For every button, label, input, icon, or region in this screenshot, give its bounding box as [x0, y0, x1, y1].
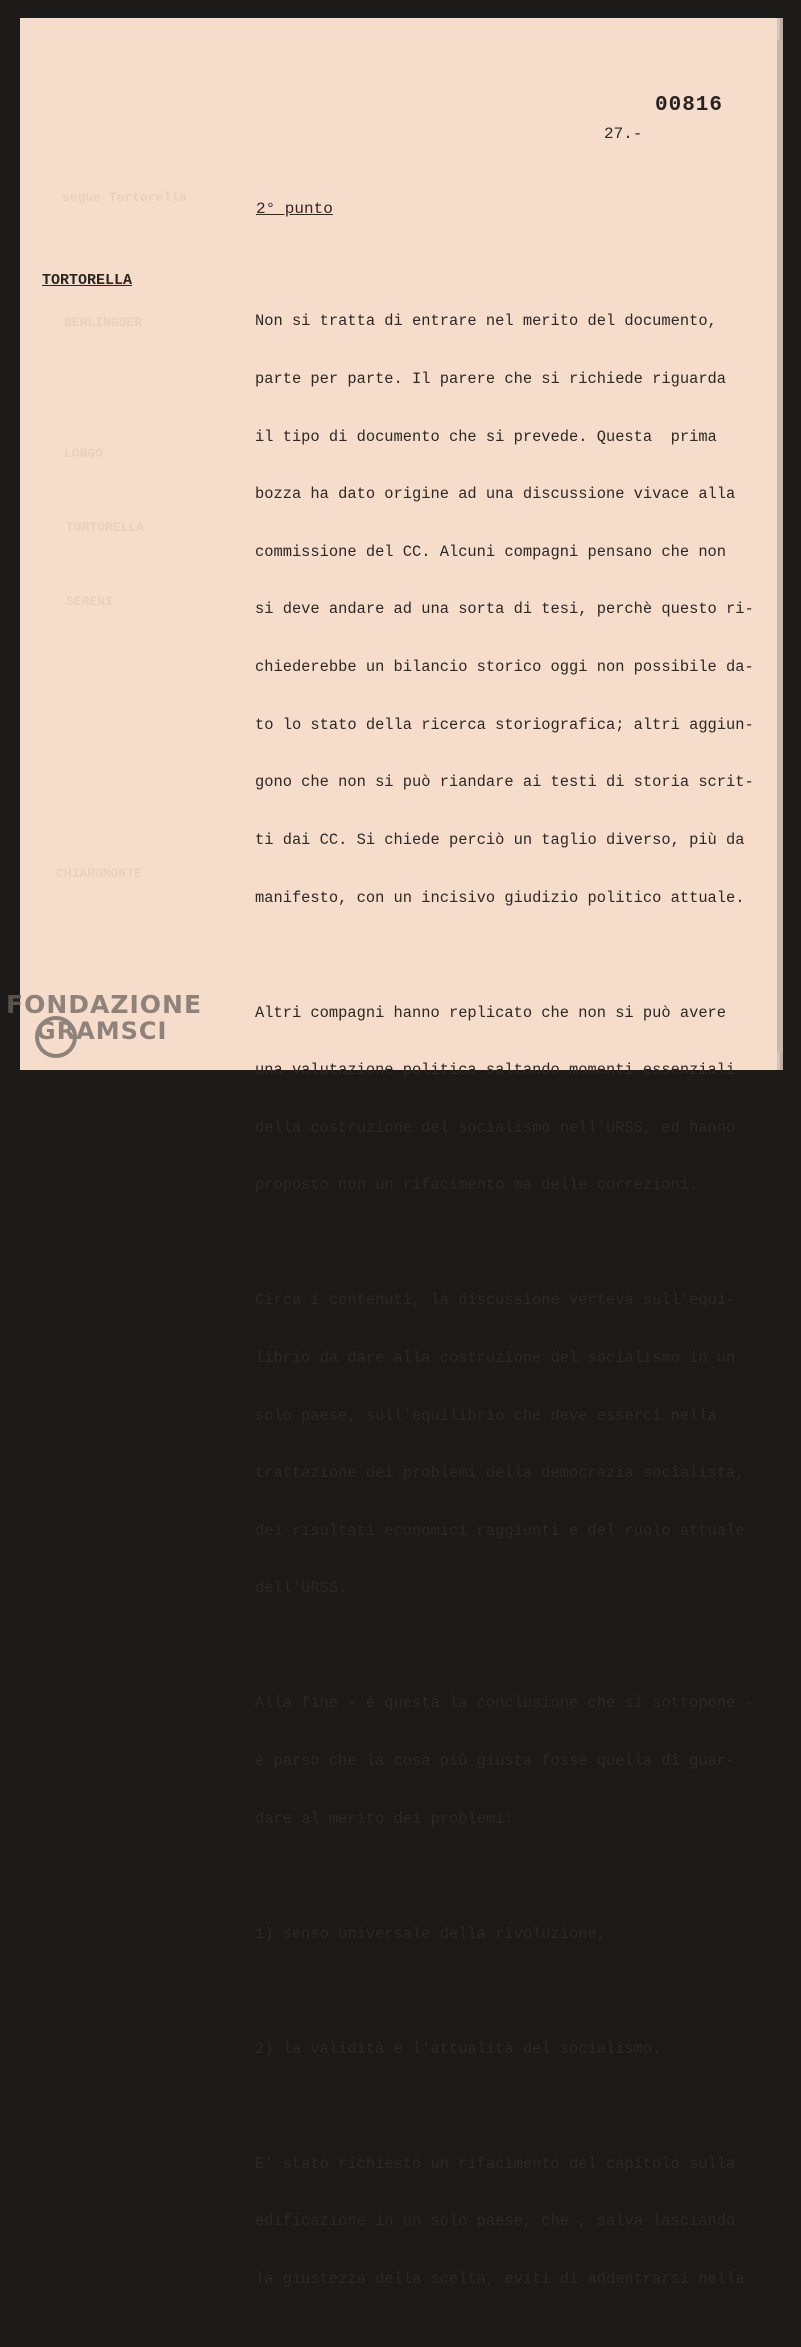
text-line: E' stato richiesto un rifacimento del capitolo sulla: [255, 2154, 736, 2173]
list-item: [255, 2001, 767, 2097]
text-line: dell'URSS.: [255, 1579, 348, 1598]
text-line: Circa i contenuti, la discussione verteva sull'equi-: [255, 1291, 736, 1310]
watermark-line1: FONDAZIONE: [6, 990, 203, 1019]
bleed-through-mark: CHIAROMONTE: [56, 866, 142, 881]
paragraph: [255, 274, 767, 946]
speaker-name: TORTORELLA: [42, 272, 133, 289]
text-line: proposto non un rifacimento ma delle correzioni.: [255, 1176, 699, 1195]
text-line: una valutazione politica saltando momenti essenziali: [255, 1061, 736, 1080]
text-line: è parso che la cosa più giusta fosse quella di guar-: [255, 1752, 736, 1771]
bleed-through-mark: segue Tortorella: [62, 190, 187, 205]
text-line: solo paese, sull'equilibrio che deve esserci nella: [255, 1406, 717, 1425]
text-line: to lo stato della ricerca storiografica; altri aggiun-: [255, 715, 754, 734]
paragraph: [255, 1656, 767, 1867]
document-body: [255, 274, 767, 2347]
section-heading: 2° punto: [256, 200, 333, 218]
paragraph: [255, 2116, 767, 2327]
text-line: Altri compagni hanno replicato che non si può avere: [255, 1003, 727, 1022]
document-number: 00816: [655, 94, 724, 117]
text-line: gono che non si può riandare ai testi di storia scrit-: [255, 773, 754, 792]
text-line: commissione del CC. Alcuni compagni pensano che non: [255, 542, 727, 561]
page-edge: [777, 40, 783, 1052]
text-line: manifesto, con un incisivo giudizio politico attuale.: [255, 888, 745, 907]
text-line: ti dai CC. Si chiede perciò un taglio diverso, più da: [255, 830, 745, 849]
bleed-through-mark: TORTORELLA: [66, 520, 145, 535]
paragraph: [255, 965, 767, 1234]
text-line: parte per parte. Il parere che si richiede riguarda: [255, 370, 727, 389]
page-number: 27.-: [604, 125, 643, 143]
text-line: bozza ha dato origine ad una discussione vivace alla: [255, 485, 736, 504]
text-line: si deve andare ad una sorta di tesi, perchè questo ri-: [255, 600, 754, 619]
text-line: la giustezza della scelta, eviti di addentrarsi nella: [255, 2269, 745, 2288]
text-line: della costruzione del socialismo nell'URSS, ed hanno: [255, 1118, 736, 1137]
list-item: [255, 1886, 767, 1982]
watermark-line2: GRAMSCI: [36, 1017, 168, 1045]
text-line: dei risultati economici raggiunti e del ruolo attuale: [255, 1521, 745, 1540]
text-line: edificazione in un solo paese, che , salva lasciando: [255, 2212, 736, 2231]
g-logo-icon: [35, 1016, 77, 1058]
bleed-through-mark: LONGO: [64, 446, 104, 461]
text-line: Non si tratta di entrare nel merito del documento,: [255, 312, 717, 331]
text-line: trattazione dei problemi della democrazia socialista,: [255, 1464, 745, 1483]
text-line: 1) senso universale della rivoluzione,: [255, 1924, 606, 1943]
text-line: dare al merito dei problemi:: [255, 1809, 514, 1828]
text-line: 2) la validità e l'attualità del socialismo.: [255, 2039, 662, 2058]
text-line: Alla fine - è questa la conclusione che si sottopone -: [255, 1694, 754, 1713]
paragraph: [255, 1253, 767, 1637]
watermark-logo: [6, 990, 206, 1045]
text-line: il tipo di documento che si prevede. Questa prima: [255, 427, 717, 446]
text-line: librio da dare alla costruzione del socialismo in un: [255, 1348, 736, 1367]
text-line: chiederebbe un bilancio storico oggi non possibile da-: [255, 658, 754, 677]
bleed-through-mark: SERENI: [66, 594, 113, 609]
bleed-through-mark: BERLINGUER: [64, 315, 143, 330]
